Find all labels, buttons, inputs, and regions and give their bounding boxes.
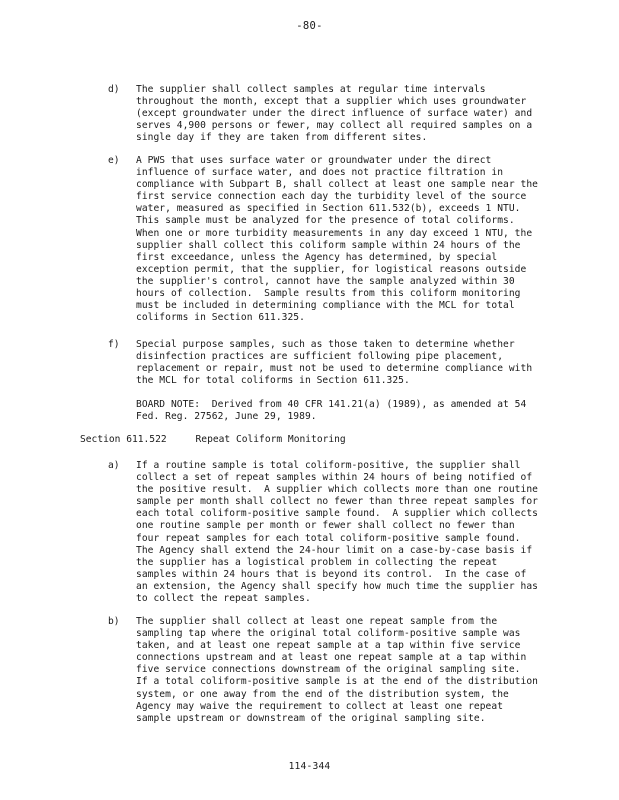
section-heading: Section 611.522 Repeat Coliform Monitoring — [80, 434, 346, 445]
paragraph-d-text: The supplier shall collect samples at regular time intervals throughout the month, except that a supplier which uses groundwater (except groundwater under the direct influence of surface water) and serves 4,900 persons or fewer, may collect all required samples on a single day if they are taken from different sites. — [136, 84, 533, 144]
paragraph-d-label: d) — [108, 84, 120, 95]
footer-document-code: 114-344 — [288, 761, 331, 772]
subparagraph-a-text: If a routine sample is total coliform-positive, the supplier shall collect a set of repeat samples within 24 hours of being notified of the positive result. A supplier which collects more than one routine sample per month shall collect no fewer than three repeat samples for each total coliform-positive sample found. A supplier which collects one routine sample per month or fewer shall collect no fewer than four repeat samples for each total coliform-positive sample found. The Agency shall extend the 24-hour limit on a case-by-case basis if the supplier has a logistical problem in collecting the repeat samples within 24 hours that is beyond its control. In the case of an extension, the Agency shall specify how much time the supplier has to collect the repeat samples. — [136, 460, 538, 605]
board-note: BOARD NOTE: Derived from 40 CFR 141.21(a) (1989), as amended at 54 Fed. Reg. 27562, June 29, 1989. — [136, 399, 527, 423]
subparagraph-b-text: The supplier shall collect at least one repeat sample from the sampling tap where the original total coliform-positive sample was taken, and at least one repeat sample at a tap within five service connections upstream and at least one repeat sample at a tap within five service connections downstream of the original sampling site. If a total coliform-positive sample is at the end of the distribution system, or one away from the end of the distribution system, the Agency may waive the requirement to collect at least one repeat sample upstream or downstream of the original sampling site. — [136, 616, 538, 724]
paragraph-e-text: A PWS that uses surface water or groundwater under the direct influence of surface water, and does not practice filtration in compliance with Subpart B, shall collect at least one sample near the first service connection each day the turbidity level of the source water, measured as specified in Section 611.532(b), exceeds 1 NTU. This sample must be analyzed for the presence of total coliforms. When one or more turbidity measurements in any day exceed 1 NTU, the supplier shall collect this coliform sample within 24 hours of the first exceedance, unless the Agency has determined, by special exception permit, that the supplier, for logistical reasons outside the supplier's control, cannot have the sample analyzed within 30 hours of collection. Sample results from this coliform monitoring must be included in determining compliance with the MCL for total coliforms in Section 611.325. — [136, 155, 538, 324]
subparagraph-a-label: a) — [108, 460, 120, 471]
paragraph-f-text: Special purpose samples, such as those taken to determine whether disinfection practices are sufficient following pipe placement, replacement or repair, must not be used to determine compliance with the MCL for total coliforms in Section 611.325. — [136, 339, 533, 387]
page-number: -80- — [296, 20, 323, 32]
paragraph-f-label: f) — [108, 339, 120, 350]
paragraph-e-label: e) — [108, 155, 120, 166]
subparagraph-b-label: b) — [108, 616, 120, 627]
